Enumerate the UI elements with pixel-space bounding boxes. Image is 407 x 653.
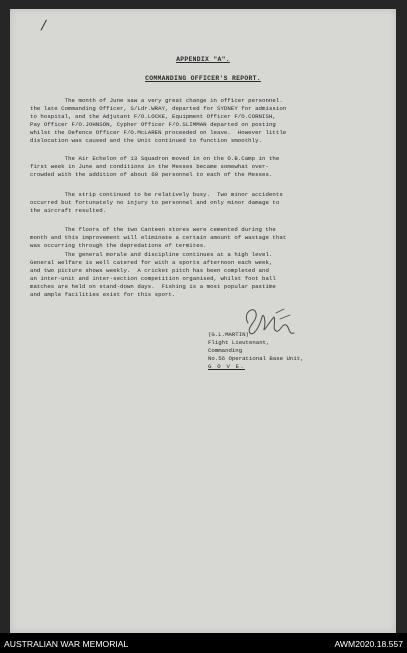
paragraph-morale: The general morale and discipline continues at a high level. General welfare is well catered for with a sports afternoon each week, and two picture shows weekly. A cricket pitch has been completed and an inter-unit and inter-section competition organised, whilst foot ball matches are held on stand-down days. Fishing is a most popular pastime and ample facilities exist for this sport. xyxy=(30,251,276,298)
paragraph-air-echelon: The Air Echelon of 13 Squadron moved in on the O.B.Camp in the first week in June and conditions in the Messes became somewhat over- crowded with the addition of about 60 personnel to each of the Messes. xyxy=(30,155,280,178)
signature-block xyxy=(208,331,304,371)
signatory-rank: Flight Lieutenant, xyxy=(208,338,270,346)
pen-mark xyxy=(40,20,50,33)
paragraph-canteen: The floors of the two Canteen stores were cemented during the month and this improvement will eliminate a certain amount of wastage that was occurring through the depredations of termites. xyxy=(30,226,287,249)
document-page xyxy=(10,9,396,633)
report-title: COMMANDING OFFICER'S REPORT. xyxy=(145,75,261,82)
signatory-role: Commanding xyxy=(208,346,243,354)
signatory-location: G O V E. xyxy=(208,362,245,370)
footer-bar xyxy=(0,633,407,653)
footer-institution: AUSTRALIAN WAR MEMORIAL xyxy=(4,639,129,649)
paragraph-strip: The strip continued to be relatively busy. Two minor accidents occurred but fortunately no injury to personnel and only minor damage to the aircraft resulted. xyxy=(30,191,283,214)
signatory-name: (G.L.MARTIN) xyxy=(208,331,249,338)
paragraph-officers: The month of June saw a very great change in officer personnel. the late Commanding Officer, S/Ldr.WRAY, departed for SYDNEY for admission to hospital, and the Adjutant F/O.LOCKE, Equipment Officer F/O.CORNISH, Pay Officer F/O.JOHNSON, Cypher Officer F/O.SLIMMAN departed on posting whilst the Defence Officer F/O.McLAREN proceeded on leave. However little dislocation was caused and the Unit continued to function smoothly. xyxy=(30,97,287,144)
footer-accession-number: AWM2020.18.557 xyxy=(334,639,403,649)
signatory-unit: No.56 Operational Base Unit, xyxy=(208,354,304,362)
appendix-title: APPENDIX "A". xyxy=(176,56,230,63)
